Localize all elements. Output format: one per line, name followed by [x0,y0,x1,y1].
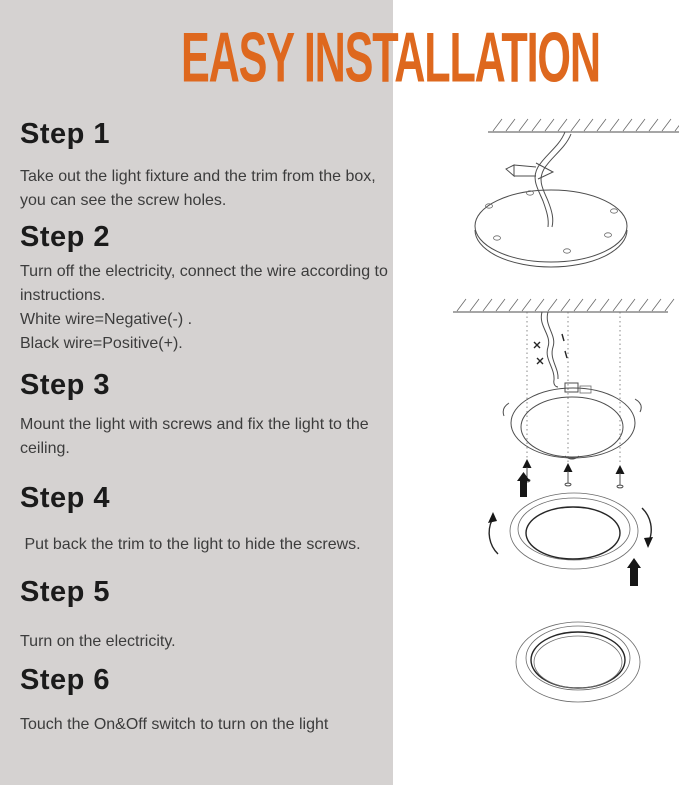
step-4-heading: Step 4 [20,482,111,514]
step-6-text [20,713,328,737]
step-5-heading: Step 5 [20,576,111,608]
mounting-screw-icon [564,463,573,486]
step-2-line-1: Turn off the electricity, connect the wire according to [20,263,388,280]
step-1-heading: Step 1 [20,118,111,150]
step-3-text [20,413,369,461]
finished-light-icon [516,622,640,702]
step-2-line-3: White wire=Negative(-) . [20,311,193,328]
spring-clip-wire-icon [506,132,571,227]
step4-diagram [443,486,679,610]
rotate-arrow-icon [642,508,653,548]
step-1-text [20,165,376,213]
step-3-line-2: ceiling. [20,440,70,457]
ceiling-hatch-icon [488,119,679,132]
step-4-text [20,533,361,557]
ceiling-hatch-icon [453,299,674,312]
step-2-line-4: Black wire=Positive(+). [20,335,183,352]
rotate-arrow-icon [488,512,498,554]
up-arrow-icon [627,558,641,586]
step6-diagram [443,616,679,726]
step-2-line-2: instructions. [20,287,106,304]
fixture-base-icon [475,190,627,267]
step-5-line-1: Turn on the electricity. [20,633,176,650]
step1-diagram [448,105,679,270]
step-2-text [20,260,388,356]
step-2-heading: Step 2 [20,221,111,253]
step-5-text [20,630,176,654]
step-6-line-1: Touch the On&Off switch to turn on the light [20,716,329,733]
connection-wires-icon [534,312,567,387]
step-3-heading: Step 3 [20,369,111,401]
step3-diagram [443,283,679,500]
step-4-line-1: Put back the trim to the light to hide the screws. [20,536,361,553]
page-title: EASY INSTALLATION [181,19,600,98]
mounting-ring-icon [503,383,641,459]
step-3-line-1: Mount the light with screws and fix the light to the [20,416,369,433]
step-1-line-1: Take out the light fixture and the trim from the box, [20,168,376,185]
trim-ring-icon [510,493,638,569]
step-1-line-2: you can see the screw holes. [20,192,227,209]
step-6-heading: Step 6 [20,664,111,696]
mounting-screw-icon [616,465,625,488]
